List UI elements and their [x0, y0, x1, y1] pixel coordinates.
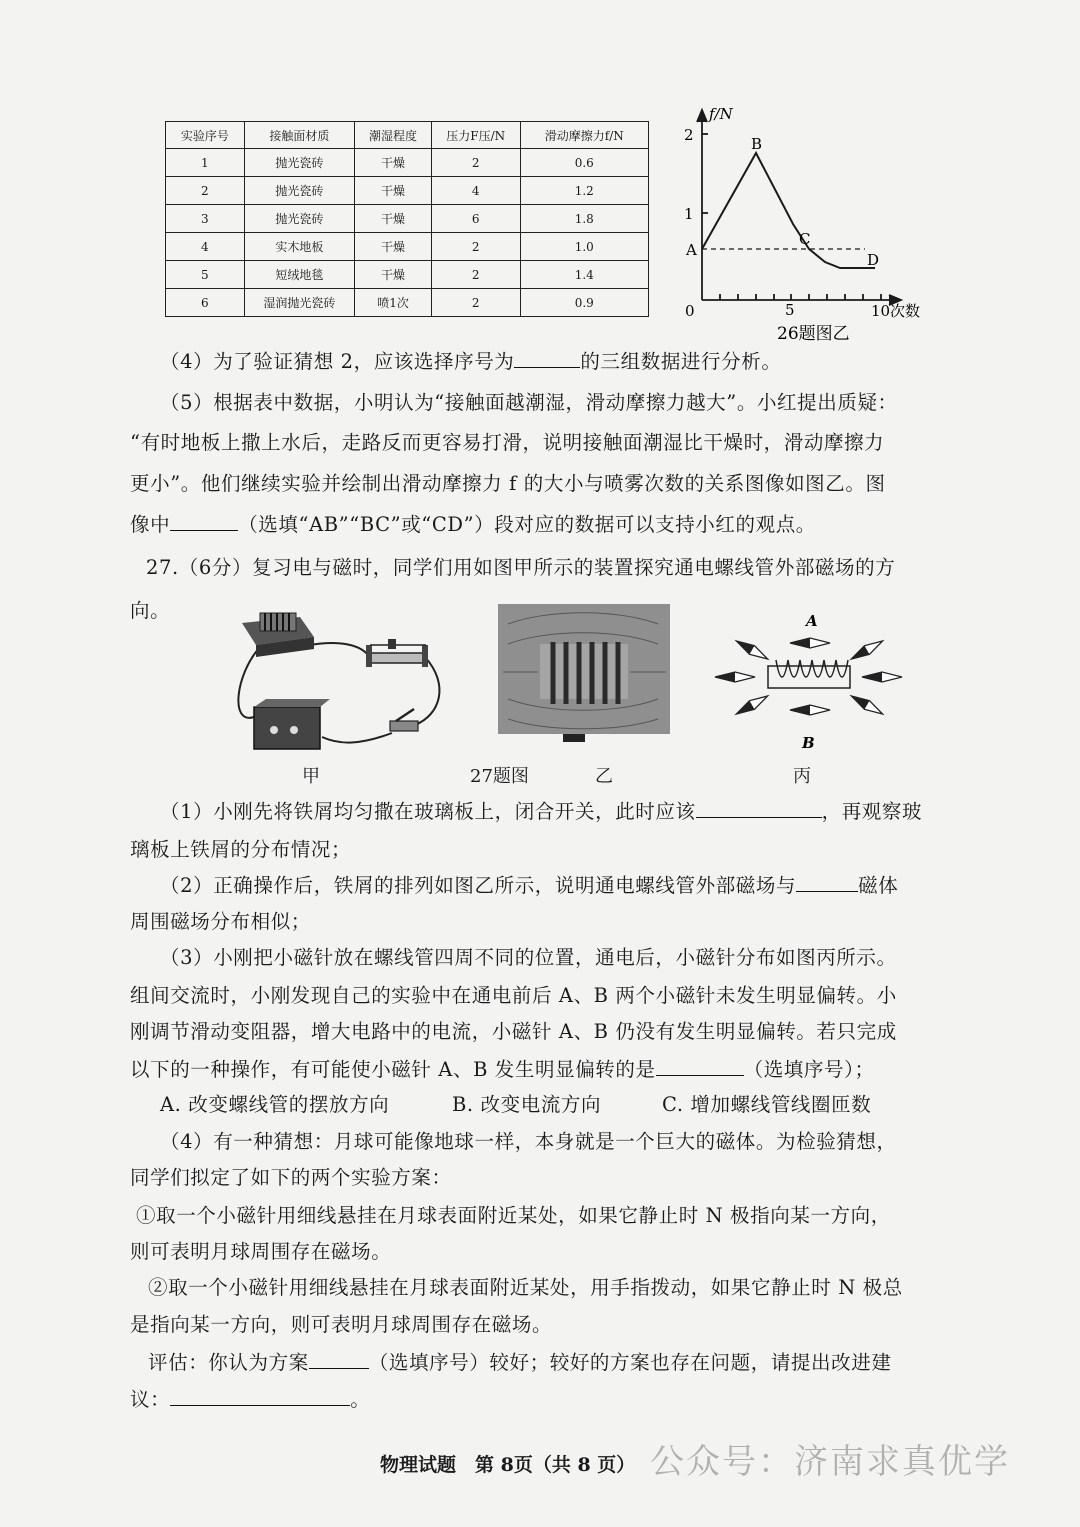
answer-blank [696, 799, 822, 818]
answer-blank [170, 512, 238, 531]
table-row [166, 289, 649, 317]
text: 磁体 [858, 874, 899, 897]
solenoid-drawing [768, 660, 850, 688]
text: （选填“AB”“BC”或“CD”）段对应的数据可以支持小红的观点。 [238, 513, 816, 536]
q27-part3-line1: （3）小刚把小磁针放在螺线管四周不同的位置，通电后，小磁针分布如图丙所示。 [160, 946, 897, 969]
answer-blank [656, 1057, 744, 1076]
text: （选填序号）； [743, 1058, 875, 1081]
table-cell: 4 [431, 177, 520, 205]
q27-intro-line2: 向。 [130, 599, 171, 622]
x-tick-label: 5 [785, 301, 795, 319]
q27-part4-line2: 同学们拟定了如下的两个实验方案： [130, 1166, 452, 1189]
table-cell: 干燥 [355, 177, 432, 205]
table-cell: 2 [166, 177, 245, 205]
q26-part5-line4 [130, 512, 816, 537]
compass-needle [862, 672, 902, 682]
col-header: 压力F压/N [431, 122, 520, 149]
text: 的三组数据进行分析。 [580, 350, 782, 373]
q27-option-b: B. 改变电流方向 [452, 1093, 602, 1116]
table-cell: 干燥 [355, 233, 432, 261]
circuit-wire [322, 733, 392, 743]
text: 以下的一种操作，有可能使小磁针 A、B 发生明显偏转的是 [130, 1058, 656, 1081]
figure-label-bing: 丙 [793, 766, 811, 787]
needle-label-a: A [806, 612, 818, 630]
table-cell: 1 [166, 149, 245, 177]
answer-blank [309, 1350, 369, 1369]
y-axis-label: f/N [709, 105, 733, 123]
table-cell: 喷1次 [355, 289, 432, 317]
x-tick-label: 10 [871, 302, 891, 320]
table-cell: 4 [166, 233, 245, 261]
q27-part1-line1 [160, 799, 922, 824]
table-cell: 实木地板 [244, 233, 355, 261]
answer-blank [796, 873, 858, 892]
iron-filings-figure [498, 604, 670, 744]
col-header: 滑动摩擦力f/N [520, 122, 648, 149]
q26-part4 [160, 349, 781, 374]
watermark: 公众号：济南求真优学 [650, 1442, 1010, 1482]
table-row [166, 177, 649, 205]
text: 。 [350, 1388, 371, 1411]
table-cell: 3 [166, 205, 245, 233]
table-cell: 1.2 [520, 177, 648, 205]
table-cell: 抛光瓷砖 [244, 149, 355, 177]
graph-caption: 26题图乙 [777, 324, 850, 344]
table-cell: 1.4 [520, 261, 648, 289]
compass-needle [849, 692, 885, 719]
q26-part5-line3: 更小”。他们继续实验并绘制出滑动摩擦力 f 的大小与喷雾次数的关系图像如图乙。图 [130, 472, 886, 495]
table-cell: 0.6 [520, 149, 648, 177]
q26-part5-line1: （5）根据表中数据，小明认为“接触面越潮湿，滑动摩擦力越大”。小红提出质疑： [160, 391, 898, 414]
q27-eval-line2 [130, 1387, 370, 1412]
table-cell: 6 [431, 205, 520, 233]
text: （1）小刚先将铁屑均匀撒在玻璃板上，闭合开关，此时应该 [160, 800, 696, 823]
q27-part3-line3: 刚调节滑动变阻器，增大电路中的电流，小磁针 A、B 仍没有发生明显偏转。若只完成 [130, 1020, 897, 1043]
text: 议： [130, 1388, 171, 1411]
switch [390, 709, 418, 731]
q27-part3-line2: 组间交流时，小刚发现自己的实验中在通电前后 A、B 两个小磁针未发生明显偏转。小 [130, 984, 897, 1007]
compass-needle-b [790, 705, 830, 715]
q27-part3-line4 [130, 1057, 875, 1082]
compass-needle [849, 637, 885, 664]
col-header: 实验序号 [166, 122, 245, 149]
table-cell: 6 [166, 289, 245, 317]
q27-part2-line1 [160, 873, 898, 898]
table-cell: 短绒地毯 [244, 261, 355, 289]
stand-base [563, 734, 585, 742]
circuit-wire [415, 657, 439, 725]
figure-label-yi: 乙 [595, 766, 613, 787]
table-cell: 2 [431, 289, 520, 317]
friction-graph [675, 100, 935, 350]
text: （选填序号）较好；较好的方案也存在问题，请提出改进建 [368, 1351, 892, 1374]
table-cell: 0.9 [520, 289, 648, 317]
table-cell: 湿润抛光瓷砖 [244, 289, 355, 317]
y-axis-arrow [697, 110, 707, 122]
col-header: 接触面材质 [244, 122, 355, 149]
text: ，再观察玻 [821, 800, 923, 823]
answer-blank [170, 1387, 350, 1406]
friction-data-table [165, 121, 649, 317]
q26-part5-line2: “有时地板上撒上水后，走路反而更容易打滑，说明接触面潮湿比干燥时，滑动摩擦力 [130, 431, 885, 454]
compass-needle-a [790, 638, 830, 648]
solenoid-on-board [242, 613, 314, 657]
page-footer: 物理试题 第 8页（共 8 页） [380, 1454, 636, 1476]
needle-label-b: B [802, 734, 815, 752]
text: （2）正确操作后，铁屑的排列如图乙所示，说明通电螺线管外部磁场与 [160, 874, 797, 897]
q27-part2-line2: 周围磁场分布相似； [130, 910, 311, 933]
table-cell: 抛光瓷砖 [244, 177, 355, 205]
table-cell: 2 [431, 261, 520, 289]
table-cell: 干燥 [355, 149, 432, 177]
q27-intro-line1: 27.（6分）复习电与磁时，同学们用如图甲所示的装置探究通电螺线管外部磁场的方 [146, 556, 896, 579]
q27-eval-line1 [148, 1350, 891, 1375]
origin-label: 0 [685, 302, 695, 320]
compass-needle [734, 637, 770, 664]
col-header: 潮湿程度 [355, 122, 432, 149]
rheostat [366, 639, 428, 667]
circuit-wire [310, 643, 368, 655]
table-cell: 2 [431, 149, 520, 177]
y-tick-label: 1 [684, 205, 694, 223]
x-axis-label: 次数 [890, 302, 921, 320]
compass-needle [734, 692, 770, 719]
q27-scheme1-line2: 则可表明月球周围存在磁场。 [130, 1240, 392, 1263]
figure-caption-27: 27题图 [470, 766, 529, 787]
text: 像中 [130, 513, 171, 536]
table-cell: 1.0 [520, 233, 648, 261]
table-row [166, 149, 649, 177]
table-cell: 1.8 [520, 205, 648, 233]
table-row [166, 261, 649, 289]
q27-scheme1-line1: ①取一个小磁针用细线悬挂在月球表面附近某处，如果它静止时 N 极指向某一方向， [136, 1204, 891, 1227]
point-label-b: B [751, 135, 763, 153]
figure-label-jia: 甲 [302, 766, 320, 787]
table-row [166, 205, 649, 233]
text: （4）为了验证猜想 2，应该选择序号为 [160, 350, 515, 373]
power-supply [254, 699, 330, 749]
text: 评估：你认为方案 [148, 1351, 309, 1374]
answer-blank [514, 349, 580, 368]
y-tick-label: 2 [684, 126, 694, 144]
q27-scheme2-line1: ②取一个小磁针用细线悬挂在月球表面附近某处，用手指拨动，如果它静止时 N 极总 [148, 1276, 903, 1299]
q27-option-c: C. 增加螺线管线圈匝数 [662, 1093, 872, 1116]
table-cell: 干燥 [355, 205, 432, 233]
q27-part4-line1: （4）有一种猜想：月球可能像地球一样，本身就是一个巨大的磁体。为检验猜想， [160, 1130, 897, 1153]
point-label-c: C [799, 230, 811, 248]
table-row [166, 233, 649, 261]
friction-curve [702, 153, 875, 268]
table-cell: 2 [431, 233, 520, 261]
circuit-apparatus-figure [230, 605, 460, 765]
point-label-d: D [867, 251, 880, 269]
q27-option-a: A. 改变螺线管的摆放方向 [160, 1093, 390, 1116]
table-header-row [166, 122, 649, 149]
table-cell: 5 [166, 261, 245, 289]
compass-needle [715, 672, 755, 682]
q27-part1-line2: 璃板上铁屑的分布情况； [130, 838, 352, 861]
q27-scheme2-line2: 是指向某一方向，则可表明月球周围存在磁场。 [130, 1313, 553, 1336]
table-cell: 干燥 [355, 261, 432, 289]
compass-needles-figure [710, 610, 905, 755]
point-label-a: A [686, 241, 697, 259]
table-cell: 抛光瓷砖 [244, 205, 355, 233]
